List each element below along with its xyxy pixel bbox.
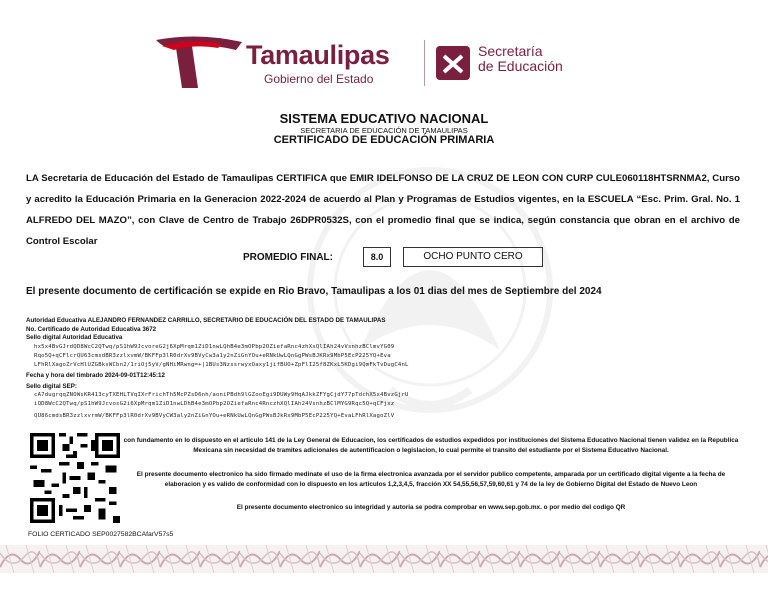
secretaria-label: Secretaría de Educación [478,43,563,74]
issue-statement: El presente documento de certificación se expide en Rio Bravo, Tamaulipas a los 01 dias del mes de Septiembre del 2024 [26,286,602,297]
legal-paragraph: con fundamento en lo dispuesto en el articulo 141 de la Ley General de Educacion, los certificados de estudios expedidos por instituciones del Sistema Educativo Nacional tienen validez en la Republica Mexicana sin necesidad de tramites adicionales de autentificacion o legislacion, lo cual permite el transito del estudiante por el Sistema Educativo Nacional. [123,437,739,454]
header-divider [424,40,425,86]
sep-seal-line: cA7dugrqqZNOWsKR413cyTXEHLTVqIXrFrichTh5McPZsD6nh/aoniPBdh9lGZooEgi9DUWy9HqAJkkZFYgCjdY77pTdchX5x4BvzGjrU [34,392,409,398]
folio-number: FOLIO CERTICADO SEP0027582BCAfarV57s5 [28,531,174,538]
tamaulipas-logo-icon [152,36,244,90]
legal-paragraph: El presente documento electronico su integridad y autoria se podra comprobar en www.sep.gob.mx. o por medio del codigo QR [236,504,626,511]
sep-seal-label: Sello digital SEP: [26,383,77,390]
authority-seal-label: Sello digital Autoridad Educativa [26,334,123,341]
decorative-border-band [0,545,768,573]
authority-seal-line: hx5x4BvGJrdQD8WcC2QTwq/pS1hW9JcvoreG2j6XpMrqm1ZiD1nwLQhB4e3mOPbp2OZiefaRnc4zhXxQlIAh24vVsnhzBClmvYG09 [34,344,395,350]
sep-seal-line: QU86cmdsBR3zzlxvrmW/BKFFp3lR0drXv9BVyCW3aly2nZiGnYOu+eRNkUwLQnGgPWsBJkRx9MbP5EcP225YQ+EvaLFhRlXagoZlV [34,413,395,419]
certificate-title: CERTIFICADO DE EDUCACIÓN PRIMARIA [273,134,495,146]
brand-name: Tamaulipas [246,40,390,70]
system-title: SISTEMA EDUCATIVO NACIONAL [279,111,489,126]
secretaria-title: SECRETARIA DE EDUCACIÓN DE TAMAULIPAS [300,126,468,135]
brand-subtitle: Gobierno del Estado [264,72,374,86]
certification-body: LA Secretaria de Educación del Estado de Tamaulipas CERTIFICA que EMIR IDELFONSO DE LA CRUZ DE LEON CON CURP CULE060118HTSRNMA2, Curso y acredito la Educación Primaria en la Generacion 2022-2024 de acuerdo al Plan y Programas de Estudios vigentes, en la ESCUELA “Esc. Prim. Gral. No. 1 ALFREDO DEL MAZO”, con Clave de Centro de Trabajo 26DPR0532S, con el promedio final que se indica, según constancia que obran en el archivo de Control Escolar [26,173,740,247]
promedio-words: OCHO PUNTO CERO [403,247,543,267]
authority-seal-line: LFhRlXagoZrVcHlUZGBksWCbn2/1riOj5yV/gNHiMRwng=+|1BUs3NzssrwyxOaxy1jifBUO+ZpFlI25f8ZKxL5KDgi9QmFkTvDugC4nL [34,362,409,368]
secretaria-logo-icon [436,46,470,80]
authority-cert-number: No. Certificado de Autoridad Educativa 3672 [26,326,157,333]
legal-paragraph: El presente documento electronico ha sido firmado medinate el uso de la firma electronica avanzada por el servidor publico competente, amparada por un certificado digital vigente a la fecha de elaboracion y es valido de conformidad con lo dispuesto en los articulos 1,2,3,4,5, fracción XX 54,55,56,57,59,60,61 y 74 de la ley de Gobierno Digital del Estado de Nuevo Leon [136,471,726,488]
promedio-value: 8.0 [363,247,391,267]
promedio-label: PROMEDIO FINAL: [243,252,333,263]
timbrado-date: Fecha y hora del timbrado 2024-09-01T12:45:12 [26,372,165,379]
qr-code[interactable] [30,433,120,523]
authority-name: Autoridad Educativa ALEJANDRO FERNANDEZ CARRILLO, SECRETARIO DE EDUCACIÓN DEL ESTADO DE TAMAULIPAS [26,317,386,324]
authority-seal-line: Rqo5Q+qCFlcrQU63cmsdBR3zzlxvmW/BKFFp3lR0drXv9BVyCw3a1y2nZiGnYOu+eRNkUwLQnGgPWsBJKRx9MbP5EcP225YQ+Eva [34,353,391,359]
sep-seal-line: iQD8WcC2QTwq/pS1hW9JcvosG2i6XpMrqm1ZiD1nwLDhB4e3mOPbp2OZiefaRnc4RnczhXQlIAh24VsnhzBClMYG9Rqc5Q+qCFjxz [34,401,395,407]
